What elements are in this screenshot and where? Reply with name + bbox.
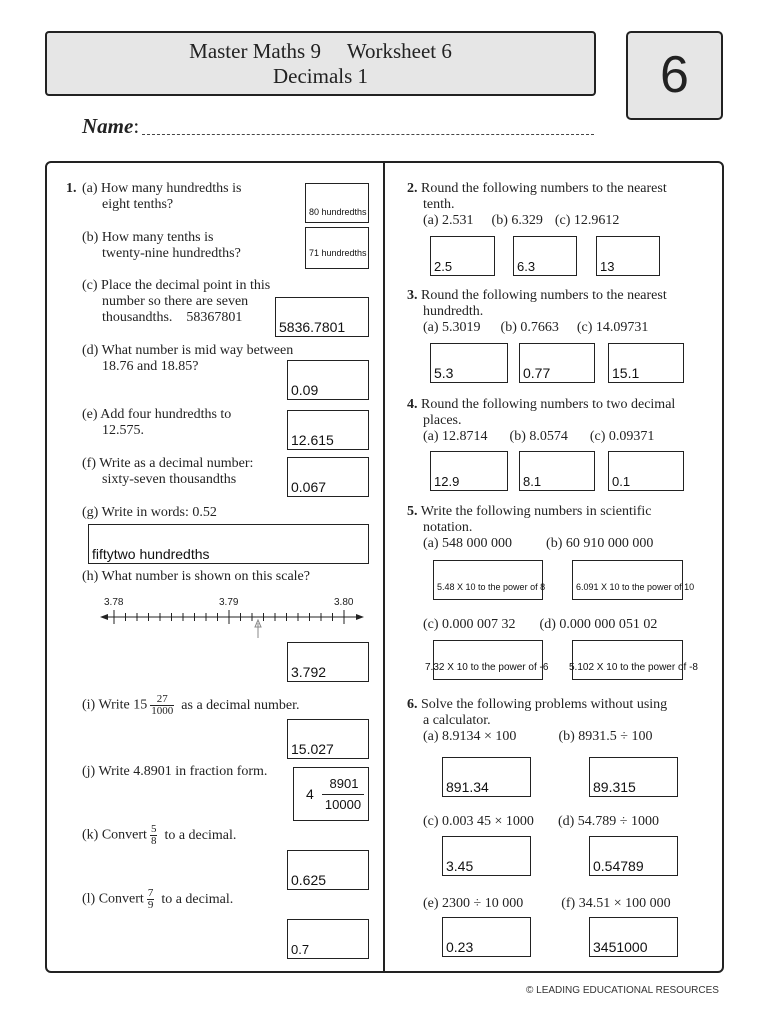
copyright-footer: © LEADING EDUCATIONAL RESOURCES bbox=[526, 985, 719, 996]
q5a-answer[interactable]: 5.48 X 10 to the power of 8 bbox=[433, 560, 543, 600]
q1h-answer[interactable]: 3.792 bbox=[287, 642, 369, 682]
q5b-answer[interactable]: 6.091 X 10 to the power of 10 bbox=[572, 560, 683, 600]
name-label: Name bbox=[82, 114, 134, 138]
q3-text: 3. Round the following numbers to the nearest hundredth. (a) 5.3019 (b) 0.7663 (c) 14.09731 bbox=[407, 288, 667, 335]
scale-label-right: 3.80 bbox=[334, 597, 354, 608]
q1e-answer[interactable]: 12.615 bbox=[287, 410, 369, 450]
worksheet-subtitle: Decimals 1 bbox=[272, 64, 369, 88]
q1l-text: (l) Convert $\frac{7}{9}$ to a decimal. bbox=[82, 887, 234, 911]
q6e-text: (e) 2300 ÷ 10 000 (f) 34.51 × 100 000 bbox=[423, 896, 671, 911]
q1j-text: (j) Write 4.8901 in fraction form. bbox=[82, 764, 268, 779]
q1c-answer[interactable]: 5836.7801 bbox=[275, 297, 369, 337]
q5d-answer[interactable]: 5.102 X 10 to the power of -8 bbox=[572, 640, 683, 680]
q6b-answer[interactable]: 89.315 bbox=[589, 757, 678, 797]
q1k-text: (k) Convert $\frac{5}{8}$ to a decimal. bbox=[82, 823, 237, 847]
q1a-answer[interactable]: 80 hundredths bbox=[305, 183, 369, 223]
q4b-answer[interactable]: 8.1 bbox=[519, 451, 595, 491]
q1e-text: (e) Add four hundredths to 12.575. bbox=[82, 407, 232, 438]
q5c-text: (c) 0.000 007 32 (d) 0.000 000 051 02 bbox=[423, 617, 658, 632]
q1b-answer[interactable]: 71 hundredths bbox=[305, 227, 369, 269]
q6f-answer[interactable]: 3451000 bbox=[589, 917, 678, 957]
q1g-text: (g) Write in words: 0.52 bbox=[82, 505, 217, 520]
worksheet-title-box bbox=[45, 31, 596, 96]
q3c-answer[interactable]: 15.1 bbox=[608, 343, 684, 383]
q6d-answer[interactable]: 0.54789 bbox=[589, 836, 678, 876]
q2b-answer[interactable]: 6.3 bbox=[513, 236, 577, 276]
q1h-text: (h) What number is shown on this scale? bbox=[82, 569, 310, 584]
q6e-answer[interactable]: 0.23 bbox=[442, 917, 531, 957]
q5-text: 5. Write the following numbers in scientific notation. (a) 548 000 000 (b) 60 910 000 000 bbox=[407, 504, 654, 551]
q1l-answer[interactable]: 0.7 bbox=[287, 919, 369, 959]
q2a-answer[interactable]: 2.5 bbox=[430, 236, 495, 276]
q1-number: 1. bbox=[66, 181, 77, 196]
q1b-text: (b) How many tenths is twenty-nine hundredths? bbox=[82, 230, 241, 261]
q1d-answer[interactable]: 0.09 bbox=[287, 360, 369, 400]
q1l-fraction: $\frac{7}{9}$ bbox=[147, 887, 154, 911]
q1g-answer[interactable]: fiftytwo hundredths bbox=[88, 524, 369, 564]
q3b-answer[interactable]: 0.77 bbox=[519, 343, 595, 383]
q6c-answer[interactable]: 3.45 bbox=[442, 836, 531, 876]
number-line-scale bbox=[100, 605, 364, 641]
q1i-fraction: $\frac{27}{1000}$ bbox=[151, 693, 174, 717]
name-field[interactable]: Name: bbox=[82, 114, 594, 138]
scale-label-middle: 3.79 bbox=[219, 597, 239, 608]
q1j-answer[interactable]: 4 8901 10000 bbox=[293, 767, 369, 821]
name-line bbox=[142, 134, 594, 135]
q1f-text: (f) Write as a decimal number: sixty-seven thousandths bbox=[82, 456, 254, 487]
scale-label-left: 3.78 bbox=[104, 597, 124, 608]
q4a-answer[interactable]: 12.9 bbox=[430, 451, 508, 491]
q1c-text: (c) Place the decimal point in this number so there are seven thousandths. 58367801 bbox=[82, 278, 271, 325]
q6-text: 6. Solve the following problems without using a calculator. (a) 8.9134 × 100 (b) 8931.5 ÷ 100 bbox=[407, 697, 668, 744]
q1d-text: (d) What number is mid way between 18.76 and 18.85? bbox=[82, 343, 294, 374]
q1f-answer[interactable]: 0.067 bbox=[287, 457, 369, 497]
q3a-answer[interactable]: 5.3 bbox=[430, 343, 508, 383]
q1i-answer[interactable]: 15.027 bbox=[287, 719, 369, 759]
q4c-answer[interactable]: 0.1 bbox=[608, 451, 684, 491]
worksheet-title: Master Maths 9 Worksheet 6 bbox=[189, 39, 452, 63]
q1i-text: (i) Write 15 $\frac{27}{1000}$ as a decimal number. bbox=[82, 693, 300, 717]
q5c-answer[interactable]: 7.32 X 10 to the power of -6 bbox=[433, 640, 543, 680]
worksheet-number: 6 bbox=[626, 31, 723, 120]
q2c-answer[interactable]: 13 bbox=[596, 236, 660, 276]
q4-text: 4. Round the following numbers to two decimal places. (a) 12.8714 (b) 8.0574 (c) 0.09371 bbox=[407, 397, 676, 444]
q2-text: 2. Round the following numbers to the nearest tenth. (a) 2.531 (b) 6.329 (c) 12.9612 bbox=[407, 181, 667, 228]
column-divider bbox=[383, 162, 385, 972]
q1k-fraction: $\frac{5}{8}$ bbox=[150, 823, 157, 847]
q6a-answer[interactable]: 891.34 bbox=[442, 757, 531, 797]
q1a-text: (a) How many hundredths is eight tenths? bbox=[82, 181, 242, 212]
q6c-text: (c) 0.003 45 × 1000 (d) 54.789 ÷ 1000 bbox=[423, 814, 659, 829]
q1k-answer[interactable]: 0.625 bbox=[287, 850, 369, 890]
